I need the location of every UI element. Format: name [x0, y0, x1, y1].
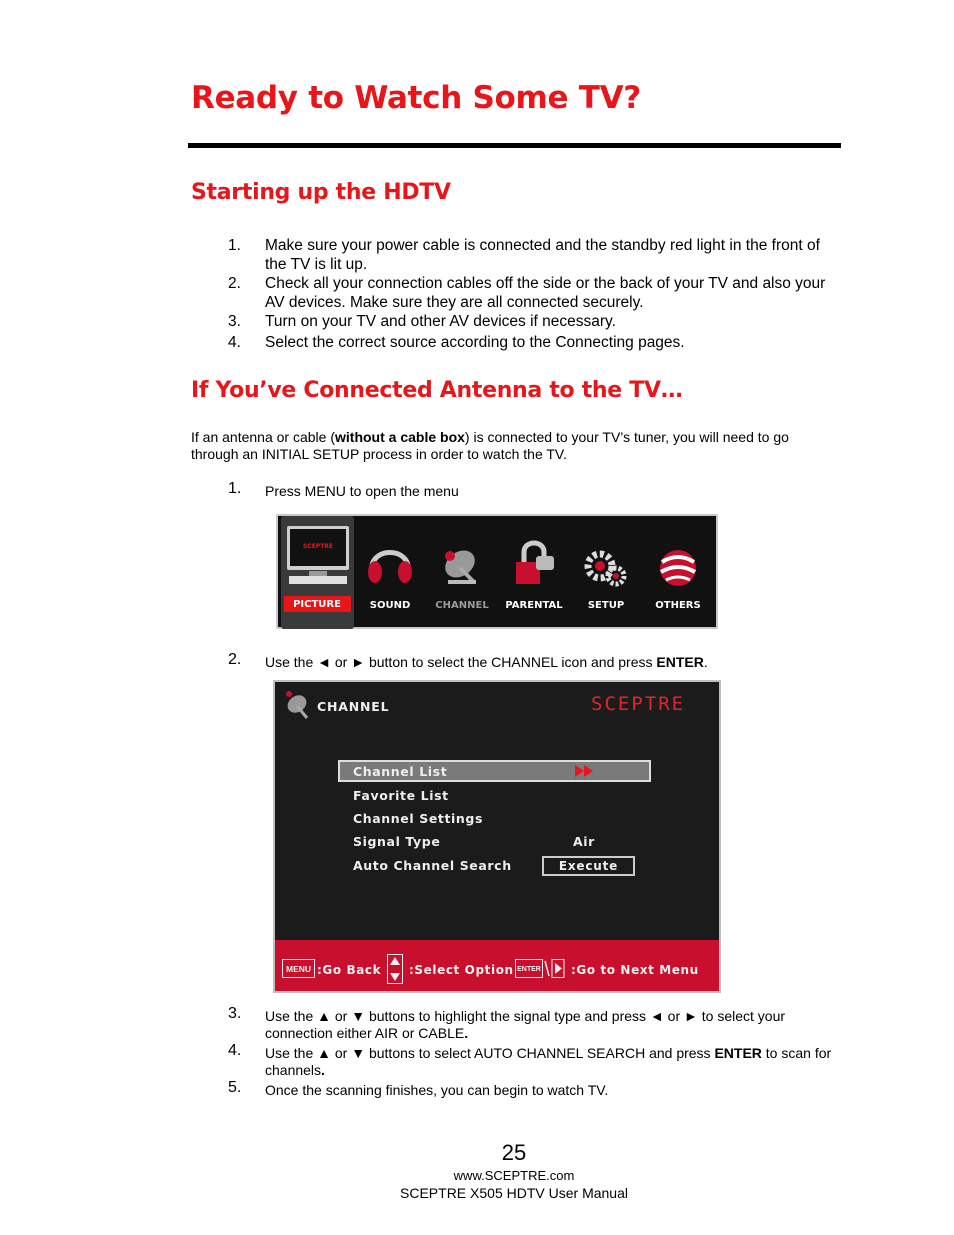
footer-select-option: :Select Option — [409, 963, 514, 977]
tv-icon — [281, 516, 354, 596]
website-link: www.SCEPTRE.com — [453, 1168, 575, 1183]
menu-item-setup: SETUP — [570, 516, 642, 629]
menu-key-icon: MENU — [282, 959, 315, 978]
section-heading-starting-up: Starting up the HDTV — [191, 180, 451, 205]
main-menu-screenshot — [276, 514, 718, 629]
satellite-dish-icon — [281, 686, 317, 722]
menu-option-auto-channel-search[interactable]: Auto Channel Search — [353, 858, 512, 873]
svg-text:SCEPTRE: SCEPTRE — [302, 543, 334, 550]
headphones-icon — [354, 516, 426, 596]
menu-option-favorite-list[interactable]: Favorite List — [353, 788, 449, 803]
page-number: 25 — [501, 1140, 527, 1165]
menu-item-parental: PARENTAL — [498, 516, 570, 629]
menu-footer-bar — [275, 940, 719, 991]
menu-option-channel-settings[interactable]: Channel Settings — [353, 811, 484, 826]
menu-item-picture: SCEPTRE PICTURE — [281, 516, 354, 629]
enter-key-icon: ENTER — [515, 959, 543, 978]
brand-logo: SCEPTRE — [591, 693, 686, 715]
manual-title: SCEPTRE X505 HDTV User Manual — [400, 1185, 628, 1201]
section-heading-antenna: If You’ve Connected Antenna to the TV… — [191, 378, 683, 403]
padlock-icon — [498, 516, 570, 596]
footer-go-back: :Go Back — [317, 963, 382, 977]
gears-icon — [570, 516, 642, 596]
double-arrow-right-icon — [575, 765, 595, 777]
execute-button[interactable]: Execute — [542, 856, 635, 876]
satellite-dish-icon — [426, 516, 498, 596]
footer-next-menu: :Go to Next Menu — [571, 963, 699, 977]
signal-type-value[interactable]: Air — [573, 834, 595, 849]
menu-option-channel-list[interactable]: Channel List — [353, 764, 448, 779]
menu-title: CHANNEL — [317, 699, 390, 714]
channel-menu-screenshot — [273, 680, 721, 993]
right-arrow-key-icon — [543, 959, 565, 978]
ball-icon — [642, 516, 714, 596]
page-title: Ready to Watch Some TV? — [191, 80, 641, 116]
menu-item-others: OTHERS — [642, 516, 714, 629]
intro-paragraph: If an antenna or cable (without a cable box) is connected to your TV’s tuner, you will need to go through an INITIAL SETUP process in order to watch the TV. — [191, 429, 789, 462]
menu-item-sound: SOUND — [354, 516, 426, 629]
menu-option-signal-type[interactable]: Signal Type — [353, 834, 441, 849]
menu-item-channel: CHANNEL — [426, 516, 498, 629]
title-divider — [188, 143, 841, 148]
up-down-arrows-icon — [387, 954, 403, 984]
